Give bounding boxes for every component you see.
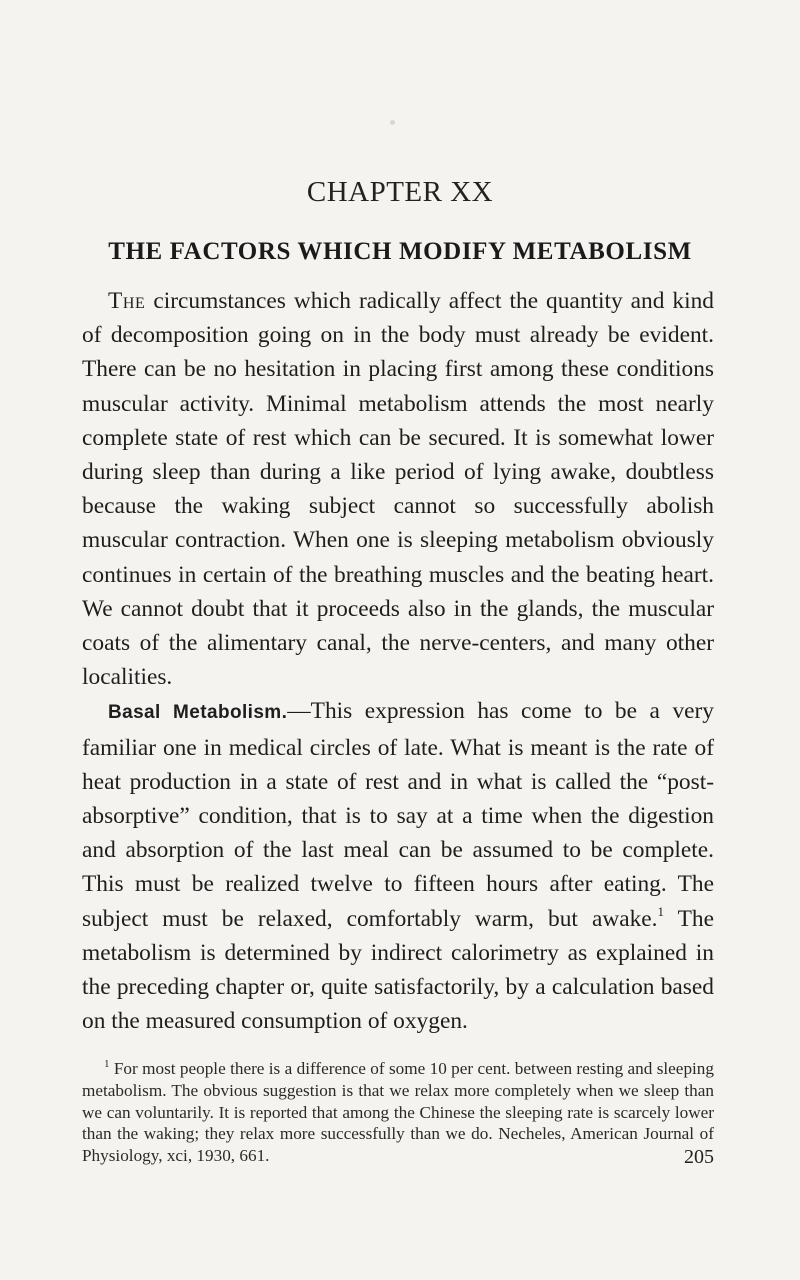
- paragraph-1: [82, 284, 714, 694]
- footnote-marker: 1: [104, 1058, 110, 1070]
- paragraph-2-text-b: The metabolism is determined by indirect calorimetry as explained in the preceding chapter or, quite satisfactorily, by a calculation based on the measured consumption of oxygen.: [82, 905, 714, 1035]
- chapter-number: CHAPTER XX: [306, 176, 494, 208]
- body-text: [82, 284, 714, 1038]
- paragraph-2-text-a: —This expression has come to be a very familiar one in medical circles of late. What is meant is the rate of heat production in a state of rest and in what is called the “post-absorptive” condition, that is to say at a time when the digestion and absorption of the last meal can be assumed to be complete. This must be realized twelve to fifteen hours after eating. The subject must be relaxed, comfortably warm, but awake.: [82, 698, 715, 932]
- section-heading-basal-metabolism: Basal Metabolism.: [108, 702, 288, 724]
- footnote-text: For most people there is a difference of some 10 per cent. between resting and sleeping metabolism. The obvious suggestion is that we relax more completely when we sleep than we can voluntarily. It is reported that among the Chinese the sleeping rate is scarcely lower than the waking; they relax more successfully than we do. Necheles, American Journal of Physiology, xci, 1930, 661.: [82, 1059, 714, 1166]
- paper-speck: [390, 120, 395, 125]
- paragraph-2: [82, 694, 714, 1038]
- chapter-title: THE FACTORS WHICH MODIFY METABOLISM: [108, 238, 692, 265]
- page-number: 205: [684, 1146, 714, 1168]
- paragraph-1-text: circumstances which radically affect the quantity and kind of decomposition going on in the body must already be evident. There can be no hesitation in placing first among these conditions muscular activity. Minimal metabolism attends the most nearly complete state of rest which can be secured. It is somewhat lower during sleep than during a like period of lying awake, doubtless because the waking subject cannot so successfully abolish muscular contraction. When one is sleeping metabolism obviously continues in certain of the breathing muscles and the beating heart. We cannot doubt that it proceeds also in the glands, the muscular coats of the alimentary canal, the nerve-centers, and many other localities.: [82, 288, 714, 691]
- footnote-reference: 1: [657, 903, 665, 919]
- footnote: [82, 1058, 714, 1167]
- paragraph-1-lead: The: [108, 288, 146, 314]
